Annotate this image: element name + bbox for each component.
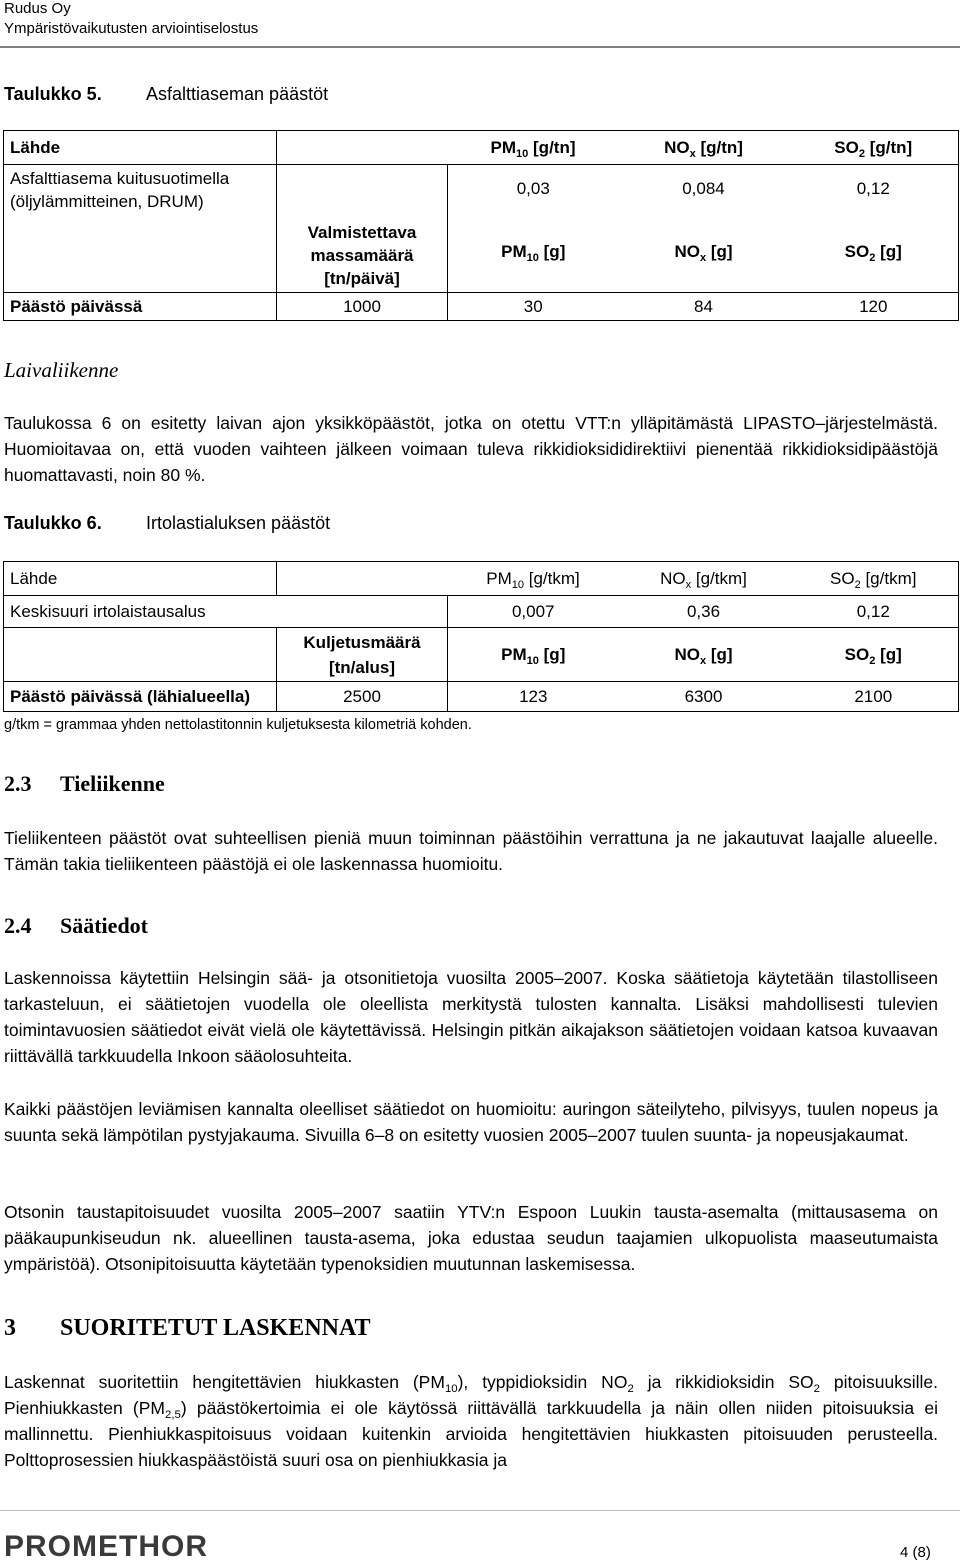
table5-row1-pm: 0,03	[448, 165, 619, 213]
table5-header-source: Lähde	[4, 131, 277, 165]
table5-header-row	[4, 131, 959, 165]
table5-sub-so2: $SO_2$ [g]	[789, 213, 959, 293]
section-2-4-number: 2.4	[4, 913, 32, 938]
section-3-number: 3	[4, 1315, 16, 1341]
table6-header-nox: $NO_x$ [g/tkm]	[619, 562, 789, 596]
page-number: 4 (8)	[900, 1544, 931, 1561]
table5-header-so2: $SO_2$ [g/tn]	[789, 131, 959, 165]
laivaliikenne-paragraph: Taulukossa 6 on esitetty laivan ajon yksikköpäästöt, jotka on otettu VTT:n ylläpitämästä LIPASTO–järjestelmästä. Huomioitavaa on, että vuoden vaihteen jälkeen voimaan tuleva rikkidioksididirektiivi pienentää rikkidioksidipäästöjä huomattavasti, noin 80 %.	[4, 413, 938, 485]
table5	[3, 130, 959, 321]
table6-sub-pm: $PM_{10}$ [g]	[448, 628, 619, 682]
table6-header-source: Lähde	[4, 562, 277, 596]
section-2-4-paragraph-2: Kaikki päästöjen leviämisen kannalta oleelliset säätiedot on huomioitu: auringon säteilyteho, pilvisyys, tuulen nopeus ja suunta sekä lämpötilan pystyjakauma. Sivuilla 6–8 on esitetty vuosien 2005–2007 tuulen suunta- ja nopeusjakaumat.	[4, 1099, 938, 1145]
table5-row1-source: Asfalttiasema kuitusuotimella (öljylämmitteinen, DRUM)	[4, 165, 277, 293]
section-2-3-title: Tieliikenne	[60, 771, 165, 796]
header-document-title: Ympäristövaikutusten arviointiselostus	[4, 20, 259, 37]
table6	[3, 561, 959, 712]
table6-caption-number: Taulukko 6.	[4, 513, 102, 533]
footer-divider	[0, 1510, 960, 1511]
table5-row3-nox: 84	[619, 293, 789, 321]
table5-row3-label: Päästö päivässä	[4, 293, 277, 321]
table6-row1-pm: 0,007	[448, 596, 619, 628]
header-divider	[0, 46, 960, 48]
table6-caption	[4, 513, 331, 534]
table5-caption	[4, 84, 329, 105]
header-company: Rudus Oy	[4, 0, 71, 17]
table6-row3-label: Päästö päivässä (lähialueella)	[4, 682, 277, 712]
section-2-3-paragraph: Tieliikenteen päästöt ovat suhteellisen pieniä muun toiminnan päästöihin verrattuna ja ne jakautuvat laajalle alueelle. Tämän takia tieliikenteen päästöjä ei ole laskennassa huomioitu.	[4, 828, 938, 874]
section-2-3-heading	[4, 771, 165, 797]
table5-row-total	[4, 293, 959, 321]
table5-caption-number: Taulukko 5.	[4, 84, 102, 104]
laivaliikenne-heading: Laivaliikenne	[4, 358, 119, 382]
table6-row-total	[4, 682, 959, 712]
table6-row3-nox: 6300	[619, 682, 789, 712]
table5-row1-so2: 0,12	[789, 165, 959, 213]
table6-row1-source: Keskisuuri irtolaistausalus	[4, 596, 448, 628]
section-2-4-paragraph-1: Laskennoissa käytettiin Helsingin sää- ja otsonitietoja vuosilta 2005–2007. Koska säätietoja käytetään tilastolliseen tarkasteluun, ei säätietojen vuodella ole oleellista merkitystä tulosten kannalta. Lisäksi mahdollisesti tulevien toimintavuosien säätiedot eivät vielä ole käytettävissä. Helsingin pitkän aikajakson säätietojen voidaan katsoa kuvaavan riittävällä tarkkuudella Inkoon sääolosuhteita.	[4, 968, 938, 1066]
table6-row3-pm: 123	[448, 682, 619, 712]
table6-mass-label: Kuljetusmäärä [tn/alus]	[277, 628, 448, 682]
table5-row3-mass: 1000	[277, 293, 448, 321]
section-2-4-title: Säätiedot	[60, 913, 148, 938]
table6-row1-nox: 0,36	[619, 596, 789, 628]
table5-header-pm: $PM_{10}$ [g/tn]	[448, 131, 619, 165]
table6-row-units	[4, 628, 959, 682]
section-3-heading	[4, 1315, 371, 1342]
table6-header-so2: $SO_2$ [g/tkm]	[789, 562, 959, 596]
table5-sub-nox: $NO_x$ [g]	[619, 213, 789, 293]
table5-row3-pm: 30	[448, 293, 619, 321]
table5-header-nox: $NO_x$ [g/tn]	[619, 131, 789, 165]
section-3-title: SUORITETUT LASKENNAT	[60, 1315, 371, 1341]
section-2-4-paragraph-3: Otsonin taustapitoisuudet vuosilta 2005–2007 saatiin YTV:n Espoon Luukin tausta-asemalta (mittausasema on pääkaupunkiseudun nk. alueellinen tausta-asema, joka edustaa seudun taajamien ulkopuolista maaseutumaista ympäristöä). Otsonipitoisuutta käytetään typenoksidien muutunnan laskemisessa.	[4, 1202, 938, 1274]
table6-header-pm: $PM_{10}$ [g/tkm]	[448, 562, 619, 596]
promethor-logo: PROMETHOR	[4, 1530, 208, 1563]
table6-note: g/tkm = grammaa yhden nettolastitonnin kuljetuksesta kilometriä kohden.	[4, 717, 472, 733]
table6-sub-nox: $NO_x$ [g]	[619, 628, 789, 682]
table5-row-source	[4, 165, 959, 213]
table5-row3-so2: 120	[789, 293, 959, 321]
table6-caption-title: Irtolastialuksen päästöt	[146, 513, 331, 533]
table6-sub-so2: $SO_2$ [g]	[789, 628, 959, 682]
table6-row3-so2: 2100	[789, 682, 959, 712]
table5-row1-nox: 0,084	[619, 165, 789, 213]
section-3-paragraph: Laskennat suoritettiin hengitettävien hiukkasten $(PM_{10})$, typpidioksidin $NO_2$ ja rikkidioksidin $SO_2$ pitoisuuksille. Pienhiukkasten $(PM_{2,5})$ päästökertoimia ei ole käytössä riittävällä tarkkuudella ja näin ollen niiden pitoisuuksia ei mallinnettu. Pienhiukkaspitoisuus voidaan kuitenkin arvioida hengitettävien hiukkasten pitoisuuden perusteella. Polttoprosessien hiukkaspäästöistä suuri osa on pienhiukkasia ja	[4, 1372, 938, 1470]
table5-sub-pm: $PM_{10}$ [g]	[448, 213, 619, 293]
table6-row3-mass: 2500	[277, 682, 448, 712]
table6-header-row	[4, 562, 959, 596]
section-2-3-number: 2.3	[4, 771, 32, 796]
table5-mass-label: Valmistettava massamäärä [tn/päivä]	[277, 165, 448, 293]
table6-row-source	[4, 596, 959, 628]
table6-row1-so2: 0,12	[789, 596, 959, 628]
table5-caption-title: Asfalttiaseman päästöt	[146, 84, 329, 104]
section-2-4-heading	[4, 913, 148, 939]
